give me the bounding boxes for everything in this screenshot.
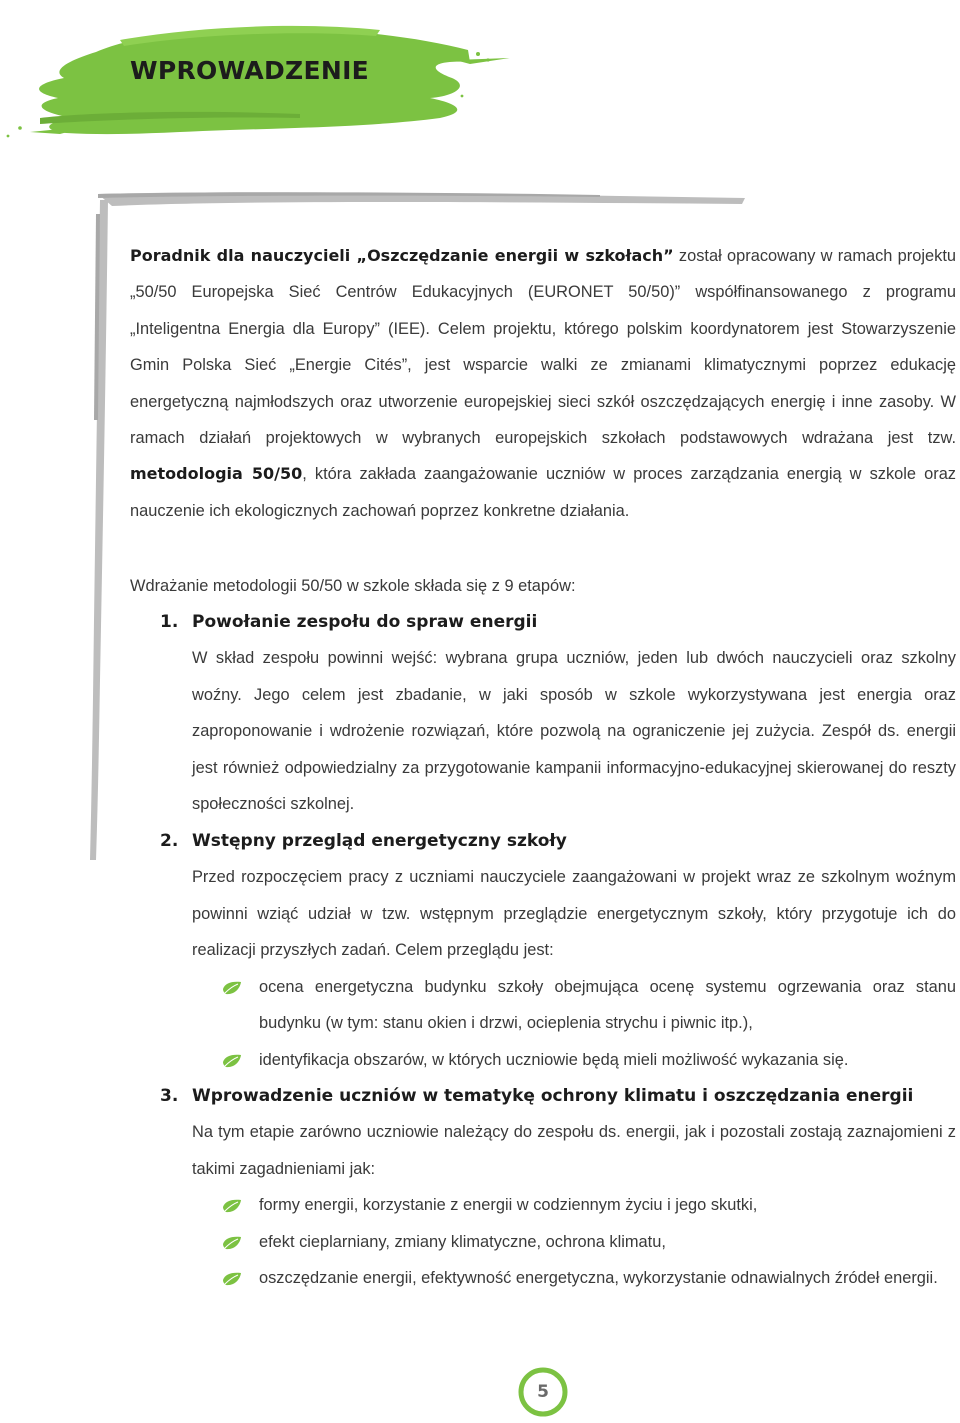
list-item-text: formy energii, korzystanie z energii w codziennym życiu i jego skutki, (259, 1196, 758, 1215)
step-title: Wprowadzenie uczniów w tematykę ochrony klimatu i oszczędzania energii (192, 1086, 914, 1106)
list-item (192, 1260, 956, 1297)
step-2 (130, 823, 956, 1079)
methodology-bold: metodologia 50/50 (130, 464, 303, 484)
page-number-badge (517, 1366, 569, 1418)
step-text: Przed rozpoczęciem pracy z uczniami nauczyciele zaangażowani w projekt wraz ze szkolnym woźnym powinni wziąć udział w tzw. wstępnym przeglądzie energetycznym szkoły, który przygotuje ich do realizacji przyszłych zadań. Celem przeglądu jest: (192, 868, 956, 960)
list-item-text: identyfikacja obszarów, w których uczniowie będą mieli możliwość wykazania się. (259, 1050, 849, 1069)
step-text: W skład zespołu powinni wejść: wybrana grupa uczniów, jeden lub dwóch nauczycieli oraz szkolny woźny. Jego celem jest zbadanie, w jaki sposób w szkole wykorzystywana jest energia oraz zaproponowanie i wdrożenie rozwiązań, które pozwolą na ograniczenie jej zużycia. Zespół ds. energii jest również odpowiedzialny za przygotowanie kampanii informacyjno-edukacyjnej skierowanej do reszty społeczności szkolnej. (192, 649, 956, 814)
page-title: WPROWADZENIE (130, 56, 370, 85)
list-item (192, 1224, 956, 1261)
list-item-text: ocena energetyczna budynku szkoły obejmująca ocenę systemu ogrzewania oraz stanu budynku (w tym: stanu okien i drzwi, ocieplenia strychu i piwnic itp.), (259, 977, 956, 1033)
leaf-bullet-icon (222, 1271, 242, 1287)
bullet-list (130, 1187, 956, 1297)
step-text: Na tym etapie zarówno uczniowie należący do zespołu ds. energii, jak i pozostali zostają zaznajomieni z takimi zagadnieniami jak: (192, 1123, 956, 1178)
list-item (192, 1187, 956, 1224)
list-item (192, 1042, 956, 1079)
bullet-list (130, 969, 956, 1079)
leaf-bullet-icon (222, 1198, 242, 1214)
list-item (192, 969, 956, 1042)
stages-lead: Wdrażanie metodologii 50/50 w szkole składa się z 9 etapów: (130, 577, 576, 595)
step-1 (130, 604, 956, 823)
intro-paragraph (130, 238, 956, 529)
step-3 (130, 1078, 956, 1297)
step-number: 1. (160, 612, 179, 632)
leaf-bullet-icon (222, 1053, 242, 1069)
list-item-text: oszczędzanie energii, efektywność energetyczna, wykorzystanie odnawialnych źródeł energii. (259, 1269, 938, 1288)
step-title: Wstępny przegląd energetyczny szkoły (192, 831, 567, 851)
intro-text-part-2: , która zakłada zaangażowanie uczniów w proces zarządzania energią w szkole oraz nauczenie ich ekologicznych zachowań poprzez konkretne działania. (130, 465, 957, 520)
step-number: 2. (160, 831, 179, 851)
leaf-bullet-icon (222, 980, 242, 996)
list-item-text: efekt cieplarniany, zmiany klimatyczne, ochrona klimatu, (259, 1232, 666, 1251)
guide-title-bold: Poradnik dla nauczycieli „Oszczędzanie energii w szkołach” (130, 246, 674, 265)
page-number: 5 (537, 1382, 549, 1402)
intro-text-part-1: został opracowany w ramach projektu „50/50 Europejska Sieć Centrów Edukacyjnych (EURONET 50/50)” współfinansowanego z programu „Inteligentna Energia dla Europy” (IEE). Celem projektu, którego polskim koordynatorem jest Stowarzyszenie Gmin Polska Sieć „Energie Cités”, jest wsparcie walki ze zmianami klimatycznymi poprzez edukację energetyczną najmłodszych oraz utworzenie europejskiej sieci szkół oszczędzających energię i inne zasoby. W ramach działań projektowych w wybranych europejskich szkołach podstawowych wdrażana jest tzw. (130, 247, 956, 448)
step-number: 3. (160, 1086, 179, 1106)
leaf-bullet-icon (222, 1235, 242, 1251)
step-title: Powołanie zespołu do spraw energii (192, 612, 538, 632)
